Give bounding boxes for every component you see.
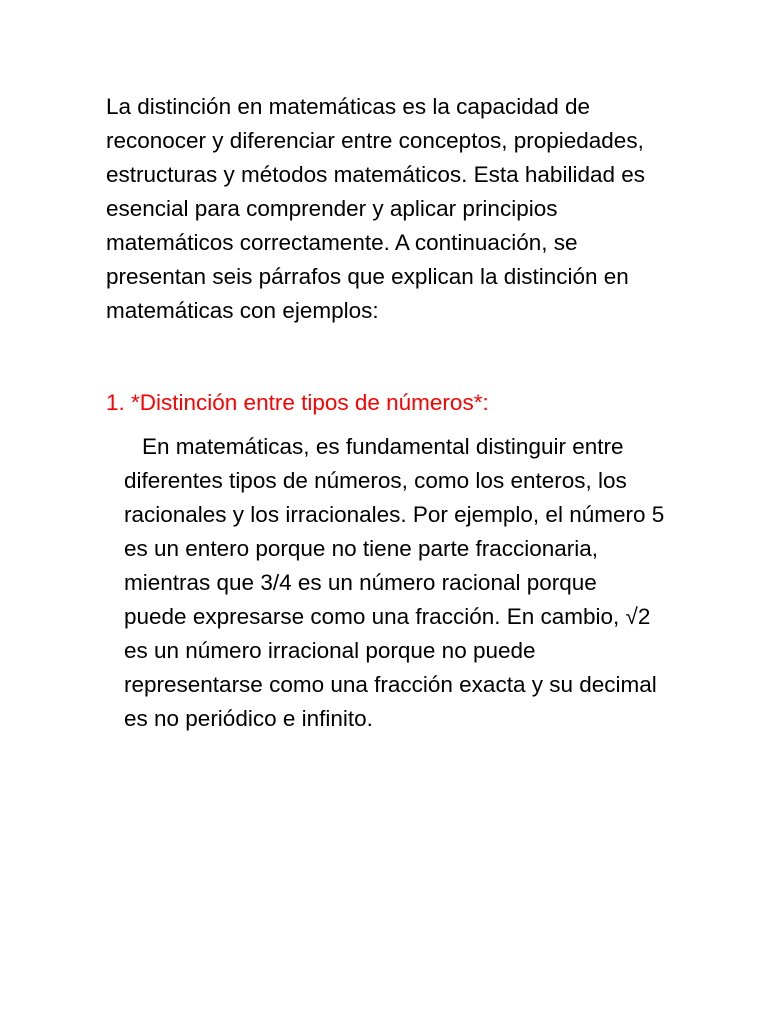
section-line: En matemáticas, es fundamental distinguir entre bbox=[142, 434, 624, 459]
section-line: mientras que 3/4 es un número racional porque bbox=[124, 570, 597, 595]
section-line: diferentes tipos de números, como los enteros, los bbox=[124, 468, 627, 493]
intro-line: La distinción en matemáticas es la capacidad de bbox=[106, 94, 591, 119]
section-line: es un número irracional porque no puede bbox=[124, 638, 536, 663]
section-line: racionales y los irracionales. Por ejemplo, el número 5 bbox=[124, 502, 665, 527]
intro-line: esencial para comprender y aplicar principios bbox=[106, 196, 558, 221]
intro-line: matemáticos correctamente. A continuación, se bbox=[106, 230, 578, 255]
intro-paragraph bbox=[106, 90, 686, 328]
intro-line: presentan seis párrafos que explican la distinción en bbox=[106, 264, 629, 289]
intro-line: matemáticas con ejemplos: bbox=[106, 298, 379, 323]
section-line: puede expresarse como una fracción. En cambio, √2 bbox=[124, 604, 651, 629]
section-line: representarse como una fracción exacta y su decimal bbox=[124, 672, 657, 697]
intro-line: reconocer y diferenciar entre conceptos, propiedades, bbox=[106, 128, 644, 153]
section-paragraph bbox=[106, 430, 686, 736]
section-line: es un entero porque no tiene parte fraccionaria, bbox=[124, 536, 599, 561]
section-heading: 1. *Distinción entre tipos de números*: bbox=[106, 390, 489, 415]
section-line: es no periódico e infinito. bbox=[124, 706, 373, 731]
intro-line: estructuras y métodos matemáticos. Esta habilidad es bbox=[106, 162, 646, 187]
